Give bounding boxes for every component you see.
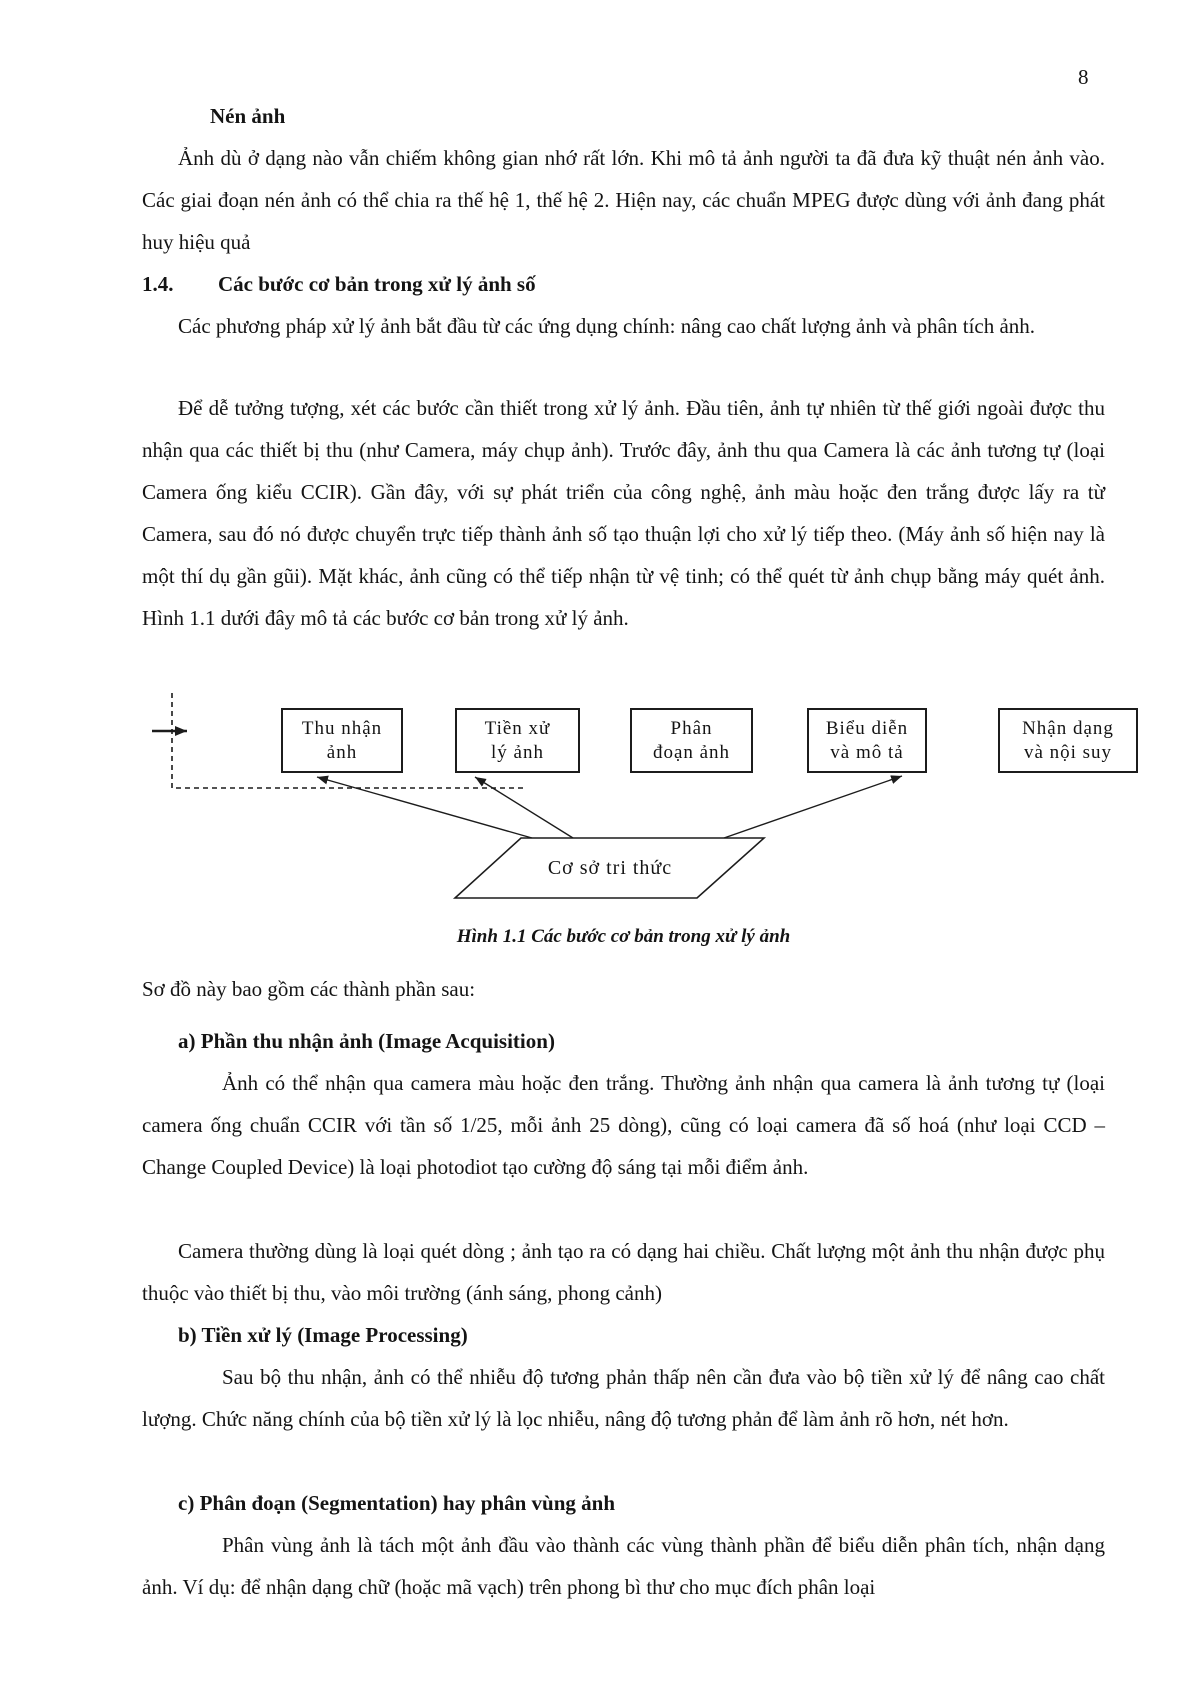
diagram-box-recognition [998, 708, 1138, 773]
paragraph-item-b: Sau bộ thu nhận, ảnh có thể nhiễu độ tương phản thấp nên cần đưa vào bộ tiền xử lý để nâng cao chất lượng. Chức năng chính của bộ tiền xử lý là lọc nhiễu, nâng độ tương phản để làm ảnh rõ hơn, nét hơn. [142, 1365, 1105, 1431]
paragraph-item-a: Ảnh có thể nhận qua camera màu hoặc đen trắng. Thường ảnh nhận qua camera là ảnh tương tự (loại camera ống chuẩn CCIR với tần số 1/25, mỗi ảnh 25 dòng), cũng có loại camera đã số hoá (như loại CCD – Change Coupled Device) là loại photodiot tạo cường độ sáng tại mỗi điểm ảnh. [142, 1071, 1105, 1179]
knowledge-base-label: Cơ sở tri thức [547, 857, 673, 879]
box-label-line: đoạn ảnh [652, 741, 731, 763]
diagram-box-image-acquisition [281, 708, 403, 773]
knowledge-arrow-to-box1 [317, 777, 532, 838]
box-label-line: Tiền xử [484, 717, 551, 739]
knowledge-arrow-to-box5 [724, 776, 902, 838]
heading-section-1-4 [142, 263, 536, 305]
box-label-line: Phân [670, 717, 713, 739]
figure-caption: Hình 1.1 Các bước cơ bản trong xử lý ảnh [456, 926, 791, 947]
box-label-line: Thu nhận [301, 717, 383, 739]
heading-item-a: a) Phần thu nhận ảnh (Image Acquisition) [178, 1029, 555, 1053]
heading-nen-anh: Nén ảnh [210, 104, 286, 128]
paragraph-compression: Ảnh dù ở dạng nào vẫn chiếm không gian nhớ rất lớn. Khi mô tả ảnh người ta đã đưa kỹ thuật nén ảnh vào. Các giai đoạn nén ảnh có thể chia ra thế hệ 1, thế hệ 2. Hiện nay, các chuẩn MPEG được dùng với ảnh đang phát huy hiệu quả [142, 146, 1105, 254]
section-number: 1.4. [142, 272, 174, 296]
diagram-box-segmentation [630, 708, 753, 773]
page-number: 8 [1078, 65, 1089, 89]
heading-item-b: b) Tiền xử lý (Image Processing) [178, 1323, 468, 1347]
paragraph-camera: Camera thường dùng là loại quét dòng ; ảnh tạo ra có dạng hai chiều. Chất lượng một ảnh thu nhận được phụ thuộc vào thiết bị thu, vào môi trường (ánh sáng, phong cảnh) [142, 1239, 1105, 1305]
box-label-line: và mô tả [830, 741, 904, 763]
box-label-line: ảnh [326, 741, 358, 763]
box-label-line: Nhận dạng [1022, 717, 1114, 739]
box-label-line: Biểu diễn [825, 717, 909, 739]
section-title: Các bước cơ bản trong xử lý ảnh số [218, 272, 536, 296]
figure-1-1-diagram [90, 684, 1114, 912]
paragraph-components-intro: Sơ đồ này bao gồm các thành phần sau: [142, 977, 476, 1001]
diagram-box-representation [807, 708, 927, 773]
heading-item-c: c) Phân đoạn (Segmentation) hay phân vùng ảnh [178, 1491, 616, 1515]
box-label-line: lý ảnh [491, 741, 544, 763]
paragraph-steps-overview: Để dễ tưởng tượng, xét các bước cần thiết trong xử lý ảnh. Đầu tiên, ảnh tự nhiên từ thế giới ngoài được thu nhận qua các thiết bị thu (như Camera, máy chụp ảnh). Trước đây, ảnh thu qua Camera là các ảnh tương tự (loại Camera ống kiểu CCIR). Gần đây, với sự phát triển của công nghệ, ảnh màu hoặc đen trắng được lấy ra từ Camera, sau đó nó được chuyển trực tiếp thành ảnh số tạo thuận lợi cho xử lý tiếp theo. (Máy ảnh số hiện nay là một thí dụ gần gũi). Mặt khác, ảnh cũng có thể tiếp nhận từ vệ tinh; có thể quét từ ảnh chụp bằng máy quét ảnh. Hình 1.1 dưới đây mô tả các bước cơ bản trong xử lý ảnh. [142, 396, 1105, 630]
diagram-box-preprocessing [455, 708, 580, 773]
paragraph-methods: Các phương pháp xử lý ảnh bắt đầu từ các ứng dụng chính: nâng cao chất lượng ảnh và phân tích ảnh. [178, 314, 1036, 338]
paragraph-item-c: Phân vùng ảnh là tách một ảnh đầu vào thành các vùng thành phần để biểu diễn phân tích, nhận dạng ảnh. Ví dụ: để nhận dạng chữ (hoặc mã vạch) trên phong bì thư cho mục đích phân loại [142, 1533, 1105, 1599]
knowledge-arrow-to-box2 [475, 777, 573, 838]
box-label-line: và nội suy [1023, 741, 1113, 763]
